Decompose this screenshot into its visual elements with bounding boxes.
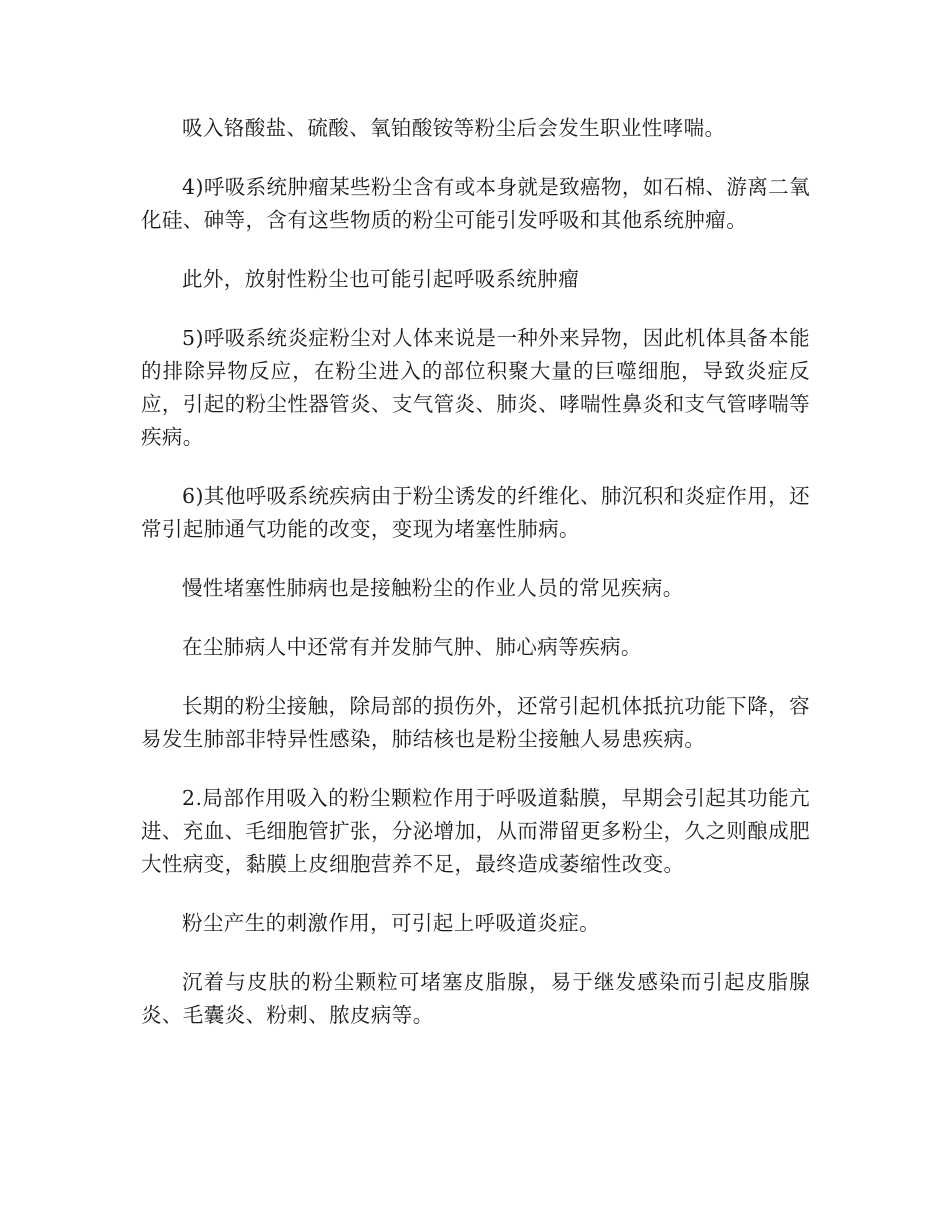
paragraph-irritation: 粉尘产生的刺激作用，可引起上呼吸道炎症。: [182, 911, 600, 935]
paragraph-respiratory-tumor: 4)呼吸系统肿瘤某些粉尘含有或本身就是致癌物，如石棉、游离二氧化硅、砷等，含有这些物质的粉尘可能引发呼吸和其他系统肿瘤。: [141, 175, 810, 232]
paragraph-complications: 在尘肺病人中还常有并发肺气肿、肺心病等疾病。: [182, 635, 642, 659]
paragraph-occupational-asthma: 吸入铬酸盐、硫酸、氧铂酸铵等粉尘后会发生职业性哮喘。: [182, 116, 726, 140]
paragraph-respiratory-inflammation: 5)呼吸系统炎症粉尘对人体来说是一种外来异物，因此机体具备本能的排除异物反应，在粉尘进入的部位积聚大量的巨噬细胞，导致炎症反应，引起的粉尘性器管炎、支气管炎、肺炎、哮喘性鼻炎和支气管哮喘等疾病。: [141, 326, 810, 449]
paragraph-long-term-exposure: 长期的粉尘接触，除局部的损伤外，还常引起机体抵抗功能下降，容易发生肺部非特异性感染，肺结核也是粉尘接触人易患疾病。: [141, 694, 810, 751]
paragraph-local-effect: 2.局部作用吸入的粉尘颗粒作用于呼吸道黏膜，早期会引起其功能亢进、充血、毛细胞管扩张，分泌增加，从而滞留更多粉尘，久之则酿成肥大性病变，黏膜上皮细胞营养不足，最终造成萎缩性改变。: [141, 786, 810, 876]
paragraph-radioactive-dust: 此外，放射性粉尘也可能引起呼吸系统肿瘤: [182, 267, 580, 291]
paragraph-other-respiratory-disease: 6)其他呼吸系统疾病由于粉尘诱发的纤维化、肺沉积和炎症作用，还常引起肺通气功能的改变，变现为堵塞性肺病。: [141, 484, 810, 541]
paragraph-skin-effect: 沉着与皮肤的粉尘颗粒可堵塞皮脂腺，易于继发感染而引起皮脂腺炎、毛囊炎、粉刺、脓皮病等。: [141, 970, 810, 1027]
paragraph-chronic-obstructive: 慢性堵塞性肺病也是接触粉尘的作业人员的常见疾病。: [182, 576, 684, 600]
